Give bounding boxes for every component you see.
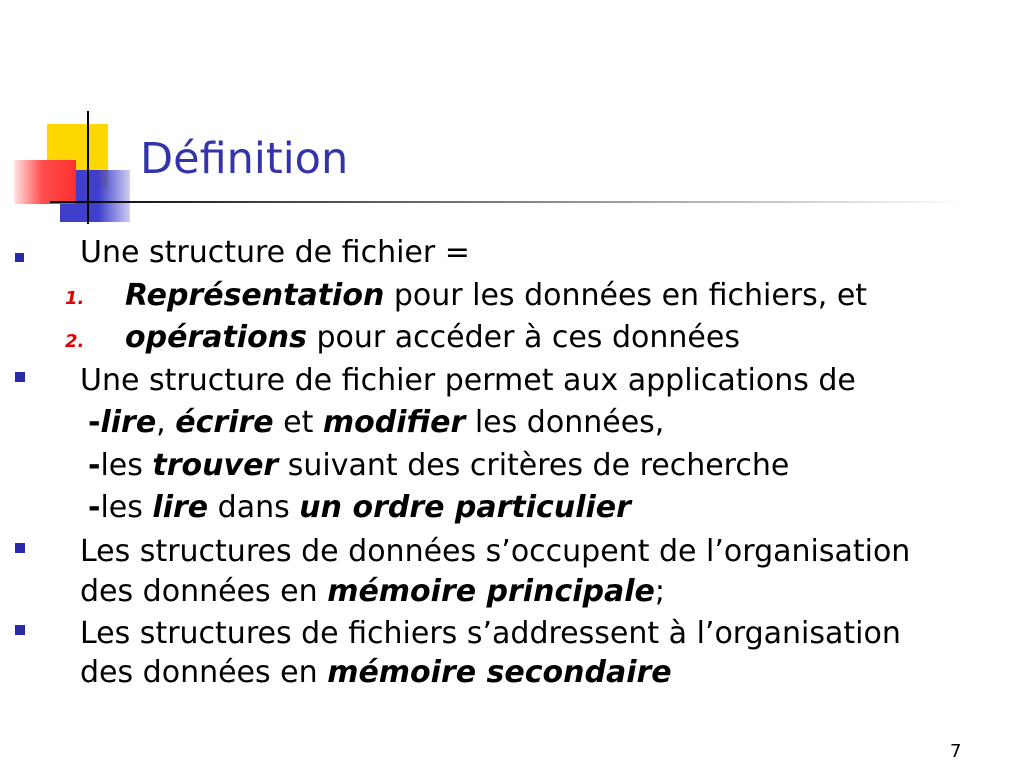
list-item [125,320,740,355]
emphasis-text: mémoire secondaire [327,655,672,690]
bullet-text: Les structures de données s’occupent de l’organisation [80,534,911,569]
sub-line [88,490,631,525]
text-fragment: les [100,448,153,483]
emphasis-text: mémoire principale [327,574,655,609]
emphasis-text: lire [100,405,157,440]
item-text: pour les données en fichiers, et [384,278,868,313]
sub-line [88,405,665,440]
list-number: 2. [65,331,85,352]
text-fragment: dans [208,490,300,525]
item-text: pour accéder à ces données [306,320,740,355]
text-fragment: et [273,405,323,440]
emphasis-text: un ordre particulier [299,490,631,525]
bullet-square-icon [15,253,24,262]
decor-vertical-line [87,111,89,224]
emphasis-text: modifier [322,405,466,440]
bullet-square-icon [15,625,25,635]
bullet-square-icon [15,372,25,382]
bullet-text: Une structure de fichier = [80,235,470,270]
slide-title: Définition [140,134,349,184]
list-item [125,278,868,313]
dash-mark: - [88,405,101,440]
text-fragment: les données, [465,405,665,440]
dash-mark: - [88,490,101,525]
bullet-square-icon [15,543,25,553]
text-fragment: ; [654,574,665,609]
text-fragment: suivant des critères de recherche [278,448,790,483]
decor-red-square [14,160,76,204]
list-number: 1. [65,288,85,309]
text-fragment: des données en [80,655,328,690]
emphasis-text: trouver [152,448,279,483]
text-fragment: les [100,490,153,525]
emphasis-text: opérations [125,320,307,355]
bullet-text: Les structures de fichiers s’addressent à l’organisation [80,616,901,651]
emphasis-text: lire [152,490,209,525]
emphasis-text: écrire [175,405,274,440]
bullet-text-continued [80,574,665,609]
sub-line [88,448,790,483]
dash-mark: - [88,448,101,483]
page-number: 7 [950,741,962,762]
bullet-text: Une structure de fichier permet aux applications de [80,363,856,398]
title-underline [50,201,970,203]
bullet-text-continued [80,655,672,690]
text-fragment: , [156,405,166,440]
text-fragment: des données en [80,574,328,609]
emphasis-text: Représentation [125,278,385,313]
